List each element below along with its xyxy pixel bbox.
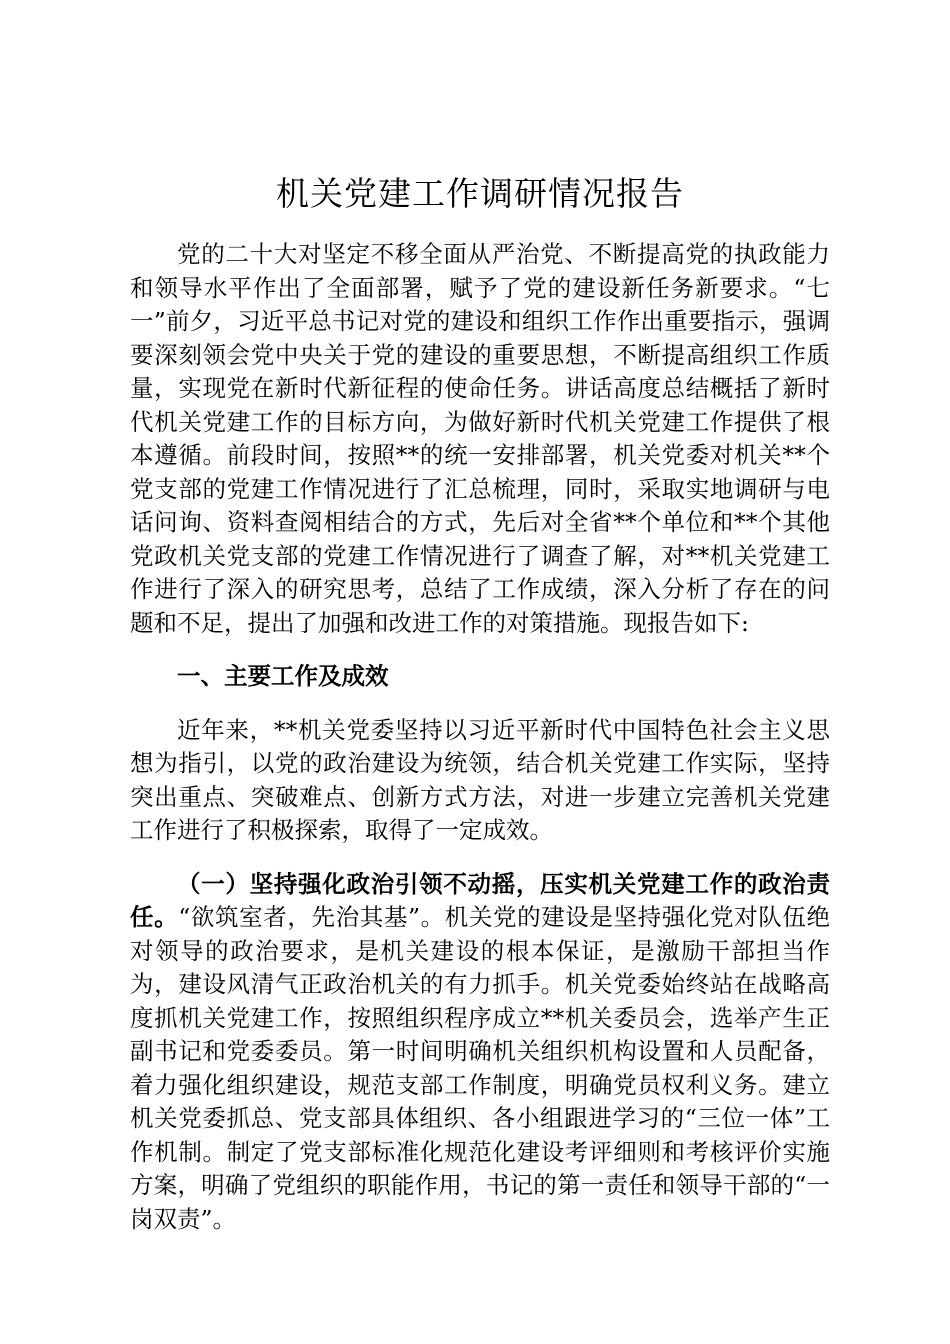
section-heading-main-work: 一、主要工作及成效	[177, 662, 389, 690]
document-title: 机关党建工作调研情况报告	[276, 174, 684, 213]
subsection-body-political-leadership: “欲筑室者，先治其基”。机关党的建设是坚持强化党对队伍绝对领导的政治要求，是机关建设的根本保证，是激励干部担当作为，建设风清气正政治机关的有力抓手。机关党委始终站在战略高度抓机关党建工作，按照组织程序成立**机关委员会，选举产生正副书记和党委委员。第一时间明确机关组织机构设置和人员配备，着力强化组织建设，规范支部工作制度，明确党员权利义务。建立机关党委抓总、党支部具体组织、各小组跟进学习的“三位一体”工作机制。制定了党支部标准化规范化建设考评细则和考核评价实施方案，明确了党组织的职能作用，书记的第一责任和领导干部的“一岗双责”。	[130, 903, 831, 1233]
subsection-heading-political-leadership: （一）坚持强化政治引领不动摇，压实机关党建工作的政治责任。	[130, 869, 830, 931]
subsection-paragraph-political-leadership	[130, 868, 830, 1237]
intro-paragraph: 党的二十大对坚定不移全面从严治党、不断提高党的执政能力和领导水平作出了全面部署，赋予了党的建设新任务新要求。“七一”前夕，习近平总书记对党的建设和组织工作作出重要指示，强调要深刻领会党中央关于党的建设的重要思想，不断提高组织工作质量，实现党在新时代新征程的使命任务。讲话高度总结概括了新时代机关党建工作的目标方向，为做好新时代机关党建工作提供了根本遵循。前段时间，按照**的统一安排部署，机关党委对机关**个党支部的党建工作情况进行了汇总梳理，同时，采取实地调研与电话问询、资料查阅相结合的方式，先后对全省**个单位和**个其他党政机关党支部的党建工作情况进行了调查了解，对**机关党建工作进行了深入的研究思考，总结了工作成绩，深入分析了存在的问题和不足，提出了加强和改进工作的对策措施。现报告如下:	[130, 240, 830, 637]
document-page	[130, 170, 830, 1236]
section-paragraph-main-work: 近年来，**机关党委坚持以习近平新时代中国特色社会主义思想为指引，以党的政治建设为统领，结合机关党建工作实际，坚持突出重点、突破难点、创新方式方法，对进一步建立完善机关党建工作进行了积极探索，取得了一定成效。	[130, 715, 830, 844]
